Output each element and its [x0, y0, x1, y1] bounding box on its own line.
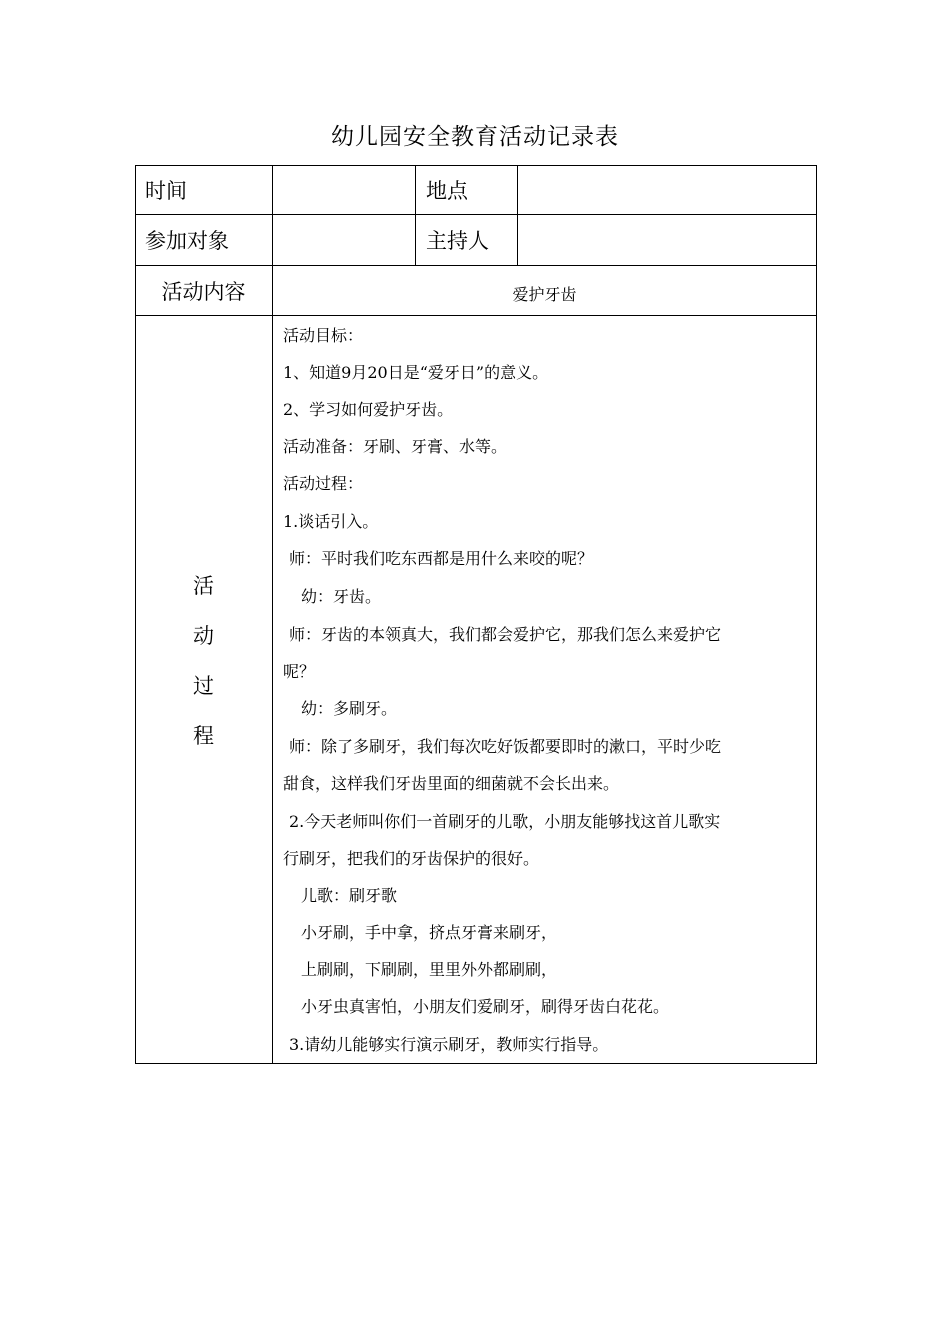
- host-label: 主持人: [426, 229, 489, 253]
- process-line: 活动准备：牙刷、牙膏、水等。: [283, 437, 508, 456]
- participants-label: 参加对象: [145, 229, 229, 253]
- row-divider: [135, 315, 817, 316]
- process-line: 小牙虫真害怕，小朋友们爱刷牙，刷得牙齿白花花。: [301, 997, 670, 1016]
- place-value: [518, 165, 816, 214]
- process-line: 活动目标：: [283, 326, 364, 345]
- record-table: [135, 165, 817, 1064]
- process-line: 3.请幼儿能够实行演示刷牙，教师实行指导。: [289, 1035, 609, 1054]
- process-line: 2、学习如何爱护牙齿。: [283, 400, 454, 419]
- place-label: 地点: [426, 178, 468, 203]
- process-line: 甜食，这样我们牙齿里面的细菌就不会长出来。: [283, 774, 620, 793]
- process-line: 师：除了多刷牙，我们每次吃好饭都要即时的漱口，平时少吃: [289, 737, 722, 756]
- process-label-char: 过: [193, 674, 214, 698]
- process-line: 幼：多刷牙。: [301, 699, 398, 718]
- table-border-bottom: [135, 1063, 817, 1064]
- activity-content-label: 活动内容: [161, 279, 246, 304]
- process-line: 师：平时我们吃东西都是用什么来咬的呢？: [289, 549, 594, 568]
- process-label-char: 程: [193, 724, 214, 748]
- process-line: 1、知道9月20日是“爱牙日”的意义。: [283, 363, 549, 382]
- participants-value: [273, 215, 415, 265]
- process-line: 幼：牙齿。: [301, 587, 382, 606]
- activity-content-value: 爱护牙齿: [512, 285, 577, 304]
- process-line: 活动过程：: [283, 474, 364, 493]
- process-line: 2.今天老师叫你们一首刷牙的儿歌，小朋友能够找这首儿歌实: [289, 812, 721, 831]
- process-line: 1.谈话引入。: [283, 512, 379, 531]
- process-line: 小牙刷，手中拿，挤点牙膏来刷牙，: [301, 923, 558, 942]
- host-value: [518, 215, 816, 265]
- time-label: 时间: [145, 178, 187, 203]
- process-line: 行刷牙，把我们的牙齿保护的很好。: [283, 849, 540, 868]
- process-label-char: 活: [193, 574, 214, 598]
- process-line: 上刷刷，下刷刷，里里外外都刷刷，: [301, 960, 558, 979]
- process-line: 呢？: [283, 662, 316, 681]
- process-line: 儿歌：刷牙歌: [301, 886, 398, 905]
- table-border-right: [816, 165, 817, 1064]
- page-title: 幼儿园安全教育活动记录表: [331, 124, 619, 150]
- process-label-char: 动: [193, 624, 214, 648]
- time-value: [273, 165, 423, 214]
- process-line: 师：牙齿的本领真大，我们都会爱护它，那我们怎么来爱护它: [289, 625, 722, 644]
